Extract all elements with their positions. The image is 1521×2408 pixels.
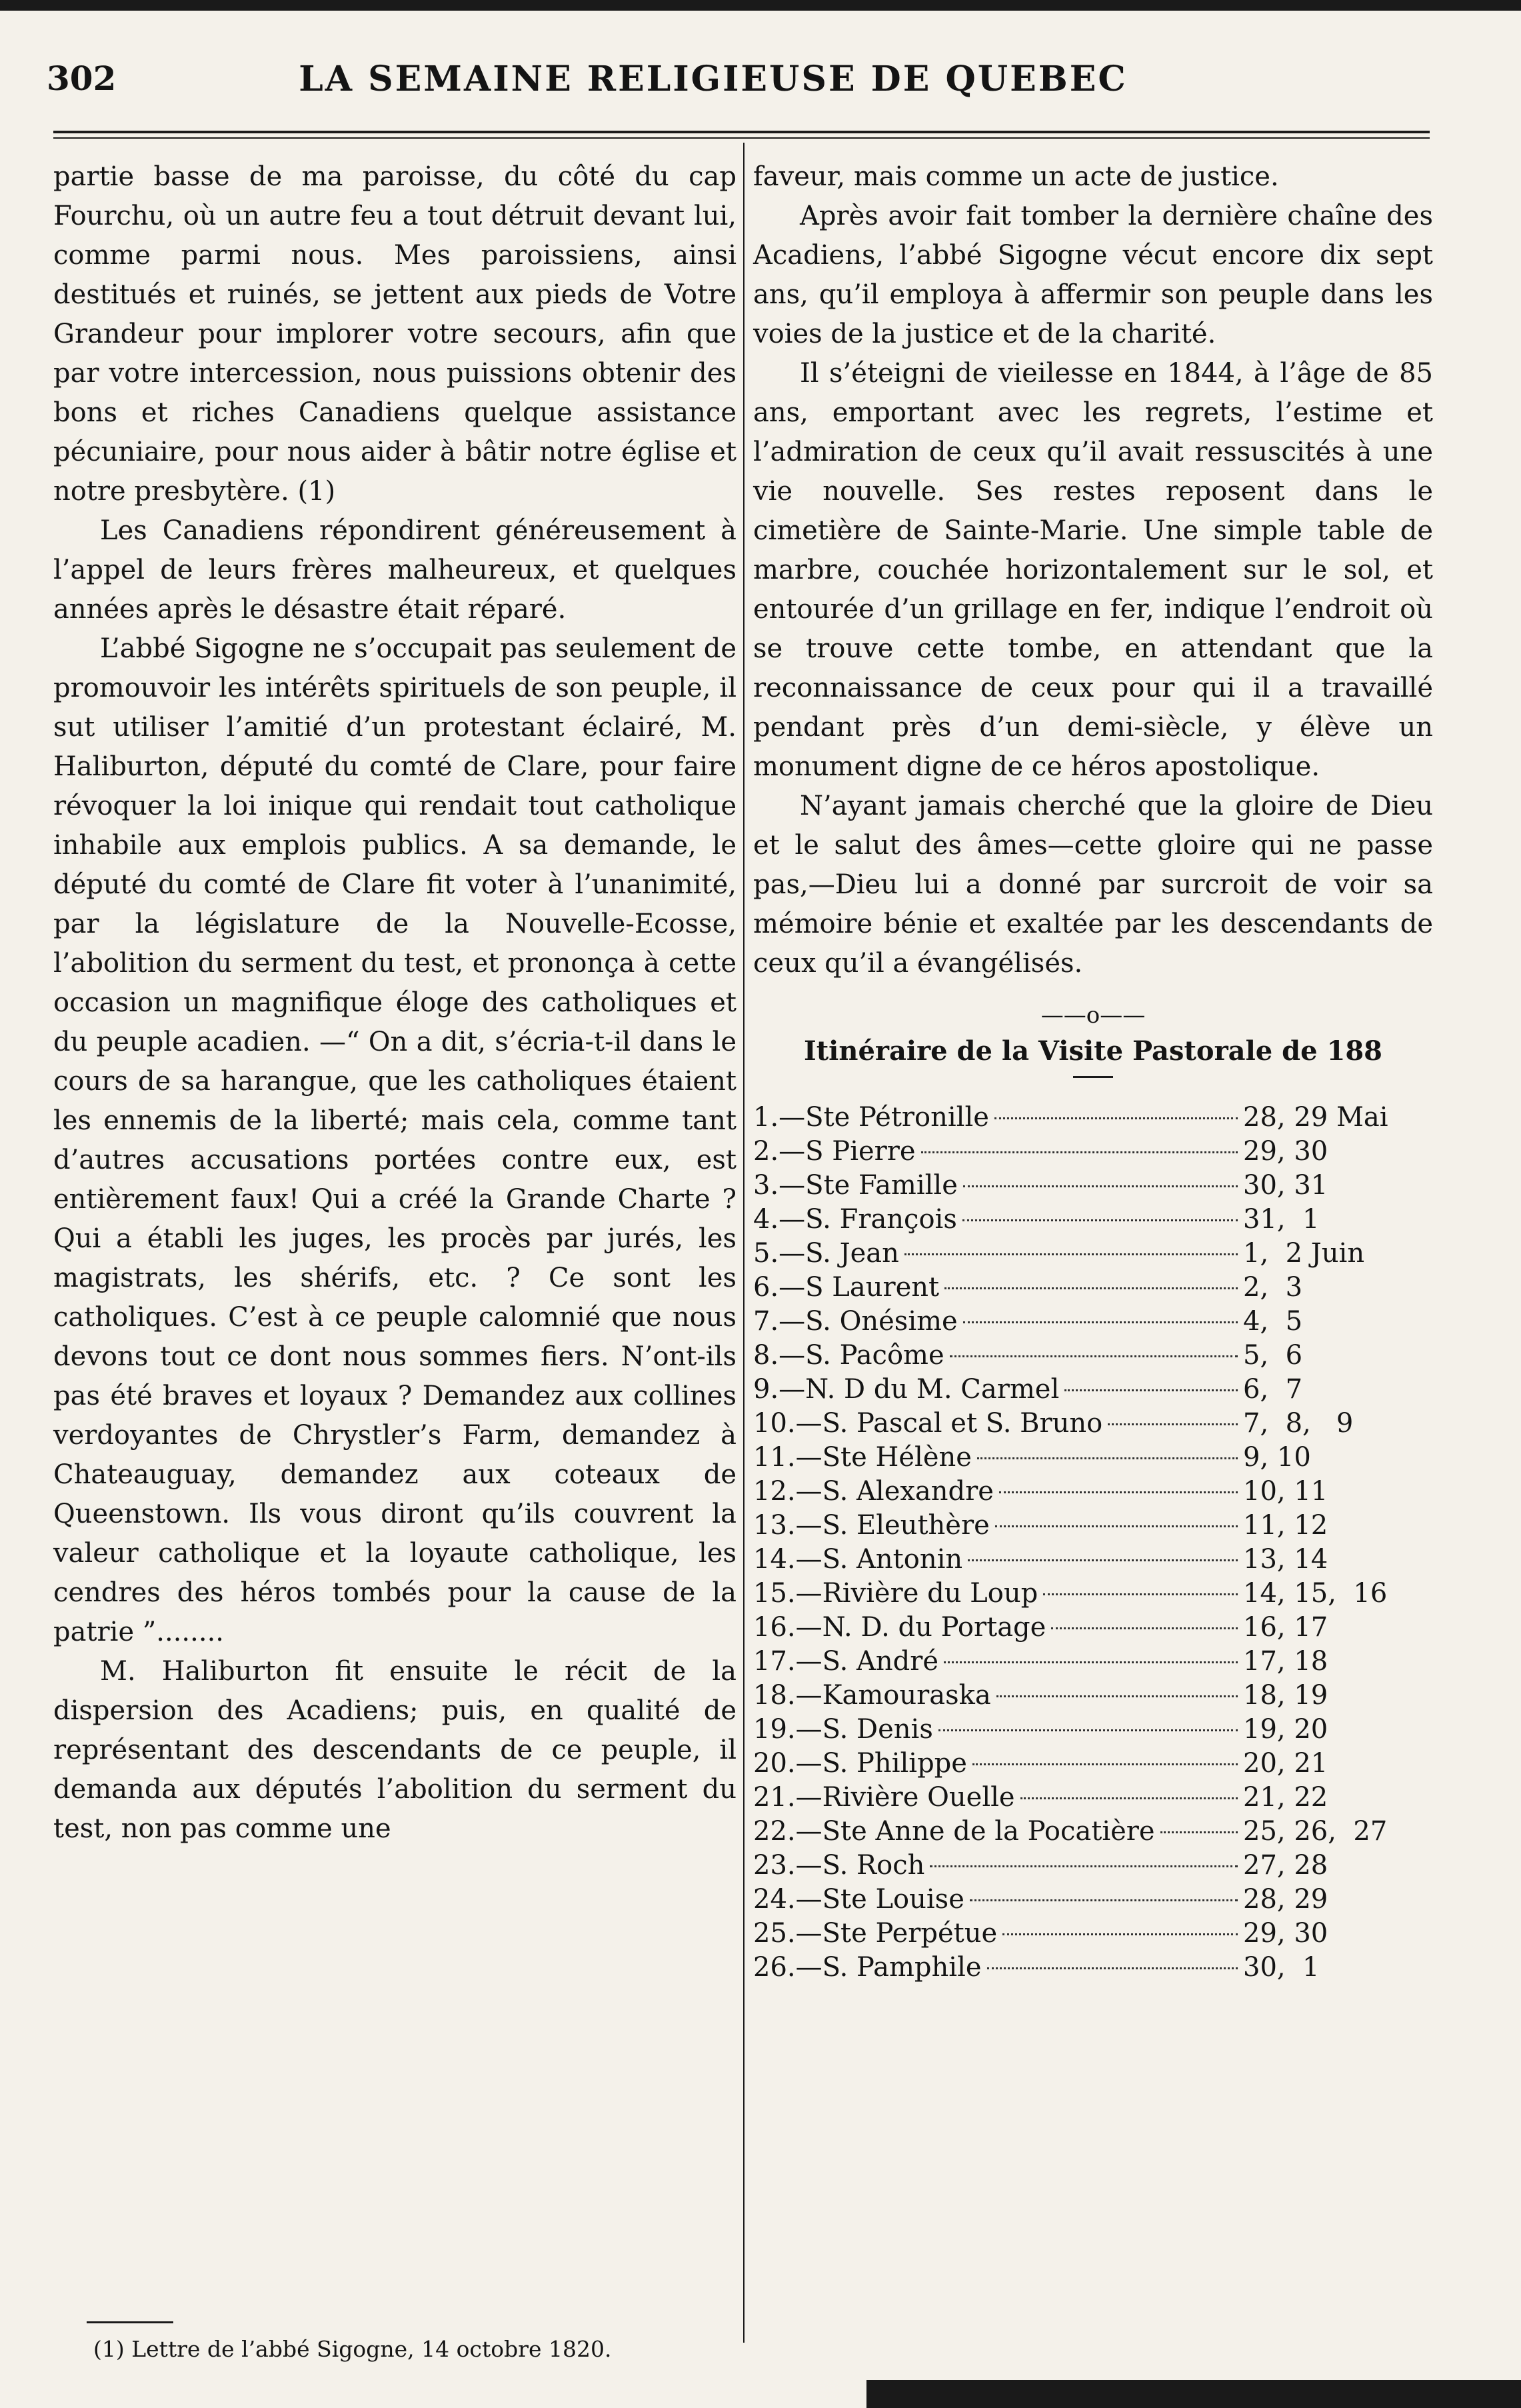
itinerary-row xyxy=(753,1543,1433,1577)
itinerary-dates: 31, 1 xyxy=(1243,1204,1320,1235)
itinerary-row xyxy=(753,1849,1433,1883)
itinerary-dates: 6, 7 xyxy=(1243,1374,1303,1405)
itinerary-row xyxy=(753,1101,1433,1135)
itinerary-dates: 11, 12 xyxy=(1243,1510,1328,1541)
dot-leader xyxy=(1064,1389,1238,1391)
itinerary-dates: 14, 15, 16 xyxy=(1243,1578,1388,1609)
itinerary-row xyxy=(753,1917,1433,1951)
paragraph: Il s’éteigni de vieilesse en 1844, à l’âge de 85 ans, emportant avec les regrets, l’estime et l’admiration de ceux qu’il avait ressuscités à une vie nouvelle. Ses restes reposent dans le cimetière de Sainte-Marie. Une simple table de marbre, couchée horizontalement sur le sol, et entourée d’un grillage en fer, indique l’endroit où se trouve cette tombe, en attendant que la reconnaissance de ceux pour qui il a travaillé pendant près d’un demi-siècle, y élève un monument digne de ce héros apostolique. xyxy=(753,358,1433,782)
itinerary-place: 25.—Ste Perpétue xyxy=(753,1918,998,1949)
itinerary-dates: 19, 20 xyxy=(1243,1714,1328,1745)
page-number: 302 xyxy=(47,59,117,98)
itinerary-dates: 5, 6 xyxy=(1243,1340,1303,1371)
itinerary-dates: 29, 30 xyxy=(1243,1136,1328,1167)
itinerary-dates: 28, 29 xyxy=(1243,1884,1328,1915)
itinerary-place: 13.—S. Eleuthère xyxy=(753,1510,990,1541)
itinerary-row xyxy=(753,1747,1433,1781)
itinerary-dates: 16, 17 xyxy=(1243,1612,1328,1643)
itinerary-row xyxy=(753,1237,1433,1271)
paragraph: faveur, mais comme un acte de justice. xyxy=(753,161,1279,192)
dot-leader xyxy=(996,1695,1238,1697)
itinerary-place: 10.—S. Pascal et S. Bruno xyxy=(753,1408,1103,1439)
header-rule-bottom xyxy=(53,137,1430,139)
itinerary-row xyxy=(753,1339,1433,1373)
paragraph: N’ayant jamais cherché que la gloire de Dieu et le salut des âmes—cette gloire qui ne passe pas,—Dieu lui a donné par surcroit de voir sa mémoire bénie et exaltée par les descendants de ceux qu’il a évangélisés. xyxy=(753,791,1433,979)
itinerary-place: 14.—S. Antonin xyxy=(753,1544,963,1575)
dot-leader xyxy=(921,1151,1238,1153)
dot-leader xyxy=(999,1491,1238,1493)
itinerary-row xyxy=(753,1577,1433,1611)
dot-leader xyxy=(968,1559,1238,1561)
dot-leader xyxy=(1043,1593,1238,1595)
dot-leader xyxy=(930,1865,1238,1867)
itinerary-row xyxy=(753,1475,1433,1509)
dot-leader xyxy=(995,1525,1238,1527)
dot-leader xyxy=(1002,1933,1238,1935)
page-header xyxy=(47,59,1443,119)
itinerary-place: 21.—Rivière Ouelle xyxy=(753,1782,1015,1813)
itinerary-dates: 9, 10 xyxy=(1243,1442,1311,1473)
dot-leader xyxy=(987,1967,1238,1969)
itinerary-place: 23.—S. Roch xyxy=(753,1850,925,1881)
dot-leader xyxy=(994,1117,1238,1119)
itinerary-title: Itinéraire de la Visite Pastorale de 188 xyxy=(803,1035,1383,1067)
dot-leader xyxy=(944,1661,1238,1663)
itinerary-place: 19.—S. Denis xyxy=(753,1714,933,1745)
itinerary-place: 7.—S. Onésime xyxy=(753,1306,958,1337)
itinerary-row xyxy=(753,1645,1433,1679)
itinerary-place: 2.—S Pierre xyxy=(753,1136,916,1167)
dot-leader xyxy=(950,1355,1238,1357)
itinerary-row xyxy=(753,1679,1433,1713)
dot-leader xyxy=(977,1457,1238,1459)
itinerary-place: 26.—S. Pamphile xyxy=(753,1952,982,1983)
itinerary-dates: 29, 30 xyxy=(1243,1918,1328,1949)
itinerary-row xyxy=(753,1373,1433,1407)
itinerary-dates: 25, 26, 27 xyxy=(1243,1816,1388,1847)
itinerary-place: 1.—Ste Pétronille xyxy=(753,1102,989,1133)
dot-leader xyxy=(972,1763,1238,1765)
right-column xyxy=(753,157,1433,1985)
itinerary-dates: 20, 21 xyxy=(1243,1748,1328,1779)
itinerary-dates: 28, 29 Mai xyxy=(1243,1102,1388,1133)
itinerary-place: 12.—S. Alexandre xyxy=(753,1476,994,1507)
itinerary-dates: 21, 22 xyxy=(1243,1782,1328,1813)
itinerary-place: 17.—S. André xyxy=(753,1646,939,1677)
itinerary-row xyxy=(753,1611,1433,1645)
itinerary-dates: 17, 18 xyxy=(1243,1646,1328,1677)
itinerary-place: 9.—N. D du M. Carmel xyxy=(753,1374,1060,1405)
itinerary-place: 11.—Ste Hélène xyxy=(753,1442,972,1473)
itinerary-place: 15.—Rivière du Loup xyxy=(753,1578,1038,1609)
dot-leader xyxy=(904,1253,1238,1255)
itinerary-place: 5.—S. Jean xyxy=(753,1238,899,1269)
dot-leader xyxy=(1051,1627,1238,1629)
itinerary-dates: 27, 28 xyxy=(1243,1850,1328,1881)
footnote-rule xyxy=(87,2321,173,2323)
itinerary-row xyxy=(753,1509,1433,1543)
itinerary-place: 22.—Ste Anne de la Pocatière xyxy=(753,1816,1155,1847)
left-column xyxy=(53,157,737,1849)
paragraph: partie basse de ma paroisse, du côté du cap Fourchu, où un autre feu a tout détruit devant lui, comme parmi nous. Mes paroissiens, ainsi destitués et ruinés, se jettent aux pieds de Votre Grandeur pour implorer votre secours, afin que par votre intercession, nous puissions obtenir des bons et riches Canadiens quelque assistance pécuniaire, pour nous aider à bâtir notre église et notre presbytère. (1) xyxy=(53,161,737,507)
itinerary-row xyxy=(753,1135,1433,1169)
paragraph: Après avoir fait tomber la dernière chaîne des Acadiens, l’abbé Sigogne vécut encore dix sept ans, qu’il employa à affermir son peuple dans les voies de la justice et de la charité. xyxy=(753,201,1433,349)
dot-leader xyxy=(970,1899,1238,1901)
itinerary-dates: 10, 11 xyxy=(1243,1476,1328,1507)
dot-leader xyxy=(963,1185,1238,1187)
itinerary-dates: 7, 8, 9 xyxy=(1243,1408,1354,1439)
dot-leader xyxy=(944,1287,1238,1289)
itinerary-place: 4.—S. François xyxy=(753,1204,957,1235)
itinerary-row xyxy=(753,1407,1433,1441)
itinerary-dates: 2, 3 xyxy=(1243,1272,1303,1303)
itinerary-place: 18.—Kamouraska xyxy=(753,1680,991,1711)
itinerary-row xyxy=(753,1781,1433,1815)
itinerary-dates: 13, 14 xyxy=(1243,1544,1328,1575)
itinerary-row xyxy=(753,1713,1433,1747)
running-title: LA SEMAINE RELIGIEUSE DE QUEBEC xyxy=(299,59,1128,99)
itinerary-place: 6.—S Laurent xyxy=(753,1272,940,1303)
itinerary-place: 8.—S. Pacôme xyxy=(753,1340,944,1371)
paragraph: M. Haliburton fit ensuite le récit de la dispersion des Acadiens; puis, en qualité de représentant des descendants de ce peuple, il demanda aux députés l’abolition du serment du test, non pas comme une xyxy=(53,1656,737,1844)
itinerary-row xyxy=(753,1951,1433,1985)
itinerary-dates: 30, 31 xyxy=(1243,1170,1328,1201)
paragraph: L’abbé Sigogne ne s’occupait pas seulement de promouvoir les intérêts spirituels de son peuple, il sut utiliser l’amitié d’un protestant éclairé, M. Haliburton, député du comté de Clare, pour faire révoquer la loi inique qui rendait tout catholique inhabile aux emplois publics. A sa demande, le député du comté de Clare fit voter à l’unanimité, par la législature de la Nouvelle-Ecosse, l’abolition du serment du test, et prononça à cette occasion un magnifique éloge des catholiques et du peuple acadien. —“ On a dit, s’écria-t-il dans le cours de sa harangue, que les catholiques étaient les ennemis de la liberté; mais cela, comme tant d’autres accusations portées contre eux, est entièrement faux! Qui a créé la Grande Charte ? Qui a établi les juges, les procès par jurés, les magistrats, les shérifs, etc. ? Ce sont les catholiques. C’est à ce peuple calomnié que nous devons tout ce dont nous sommes fiers. N’ont-ils pas été braves et loyaux ? Demandez aux collines verdoyantes de Chrystler’s Farm, demandez à Chateauguay, demandez aux coteaux de Queenstown. Ils vous diront qu’ils couvrent la valeur catholique et la loyaute catholique, les cendres des héros tombés pour la cause de la patrie ”........ xyxy=(53,633,737,1647)
itinerary-row xyxy=(753,1305,1433,1339)
dot-leader xyxy=(1108,1423,1238,1425)
itinerary-place: 24.—Ste Louise xyxy=(753,1884,964,1915)
itinerary-place: 20.—S. Philippe xyxy=(753,1748,967,1779)
title-dash xyxy=(1073,1076,1113,1078)
header-rule-top xyxy=(53,131,1430,133)
itinerary-row xyxy=(753,1883,1433,1917)
scan-top-edge xyxy=(0,0,1521,11)
itinerary-place: 3.—Ste Famille xyxy=(753,1170,958,1201)
footnote: (1) Lettre de l’abbé Sigogne, 14 octobre 1820. xyxy=(93,2336,612,2362)
column-divider xyxy=(743,143,745,2343)
itinerary-row xyxy=(753,1815,1433,1849)
scan-bottom-edge xyxy=(866,2380,1521,2408)
itinerary-row xyxy=(753,1441,1433,1475)
dot-leader xyxy=(1020,1797,1238,1799)
section-separator: ——o—— xyxy=(1040,1002,1146,1029)
itinerary-dates: 18, 19 xyxy=(1243,1680,1328,1711)
paragraph: Les Canadiens répondirent généreusement à l’appel de leurs frères malheureux, et quelques années après le désastre était réparé. xyxy=(53,515,737,625)
itinerary-place: 16.—N. D. du Portage xyxy=(753,1612,1046,1643)
itinerary-row xyxy=(753,1169,1433,1203)
itinerary-list xyxy=(753,1101,1433,1985)
itinerary-dates: 1, 2 Juin xyxy=(1243,1238,1365,1269)
itinerary-row xyxy=(753,1271,1433,1305)
dot-leader xyxy=(963,1321,1238,1323)
dot-leader xyxy=(962,1219,1238,1221)
itinerary-dates: 4, 5 xyxy=(1243,1306,1303,1337)
itinerary-row xyxy=(753,1203,1433,1237)
dot-leader xyxy=(938,1729,1238,1731)
dot-leader xyxy=(1160,1831,1238,1833)
itinerary-dates: 30, 1 xyxy=(1243,1952,1320,1983)
